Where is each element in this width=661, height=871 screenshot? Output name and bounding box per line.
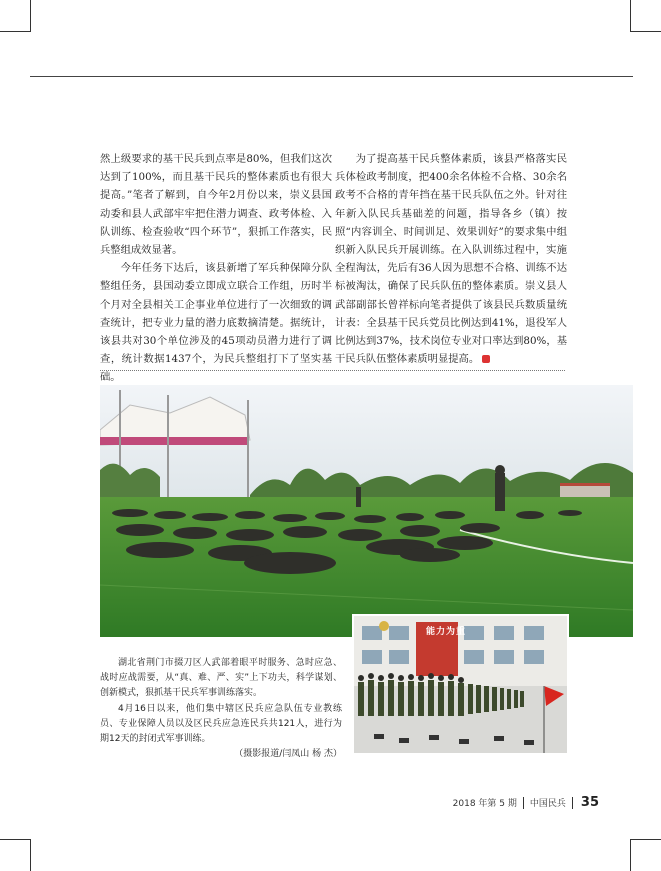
issue-label: 2018 年第 5 期 <box>452 799 517 809</box>
article-paragraph: 今年任务下达后，该县新增了军兵种保障分队整组任务，县国动委立即成立联合工作组，历时半个月对全县相关工企事业单位进行了一次细致的调查统计，把专业力量的潜力底数摘清楚。据统计，该县共对30个单位涉及的45项动员潜力进行了调查，统计数据1437个，为民兵整组打下了坚实基础。 <box>100 262 332 384</box>
article-paragraph-text: 为了提高基干民兵整体素质，该县严格落实民兵体检政考制度，把400余名体检不合格、30余名政考不合格的青年挡在基干民兵队伍之外。针对往年新入队民兵基础差的问题，指导各乡（镇）按照“内容训全、时间训足、效果训好”的要求集中组织新入队民兵开展训练。在入队训练过程中，实施全程淘汰，先后有36人因为思想不合格、训练不达标被淘汰，确保了民兵队伍的整体素质。崇义县人武部副部长曾祥标向笔者提供了该县民兵数质量统计表：全县基干民兵党员比例达到41%，退役军人比例达到37%，技术岗位专业对口率达到80%，基干民兵队伍整体素质明显提高。 <box>335 153 567 366</box>
crop-mark <box>0 839 30 840</box>
crop-mark <box>30 0 31 32</box>
crop-mark <box>631 31 661 32</box>
photo-credit: （摄影报道/闫凤山 杨 杰） <box>234 749 342 760</box>
footer-divider <box>572 797 573 809</box>
article-paragraph <box>335 150 567 368</box>
crop-mark <box>631 839 661 840</box>
crop-mark <box>630 0 631 32</box>
crop-mark <box>30 839 31 871</box>
page-footer <box>453 795 599 810</box>
article-column-left <box>100 150 332 387</box>
inset-banner-text: 能力为重 <box>426 627 467 637</box>
end-mark-icon <box>482 355 490 363</box>
section-divider <box>100 370 565 371</box>
training-photo <box>100 385 633 637</box>
article-column-right <box>335 150 567 368</box>
photo-caption <box>100 656 342 762</box>
page-number: 35 <box>580 795 599 810</box>
formation-photo <box>352 614 569 755</box>
magazine-name: 中国民兵 <box>529 799 566 809</box>
footer-divider <box>523 797 524 809</box>
caption-paragraph: 4月16日以来，他们集中辖区民兵应急队伍专业教练员、专业保障人员以及区民兵应急连民兵共121人，进行为期12天的封闭式军事训练。 <box>100 703 342 745</box>
crop-mark <box>630 839 631 871</box>
article-paragraph: 然上级要求的基干民兵到点率是80%，但我们这次达到了100%，而且基干民兵的整体素质也有很大提高。”笔者了解到，自今年2月份以来，崇义县国动委和县人武部牢牢把住潜力调查、政考体检、入队训练、检查验收“四个环节”，狠抓工作落实，民兵整组成效显著。 <box>100 153 332 257</box>
caption-paragraph: 湖北省荆门市掇刀区人武部着眼平时服务、急时应急、战时应战需要，从“真、难、严、实”上下功夫，科学谋划、创新模式，狠抓基干民兵军事训练落实。 <box>100 658 342 699</box>
header-rule <box>30 76 633 77</box>
crop-mark <box>0 31 30 32</box>
